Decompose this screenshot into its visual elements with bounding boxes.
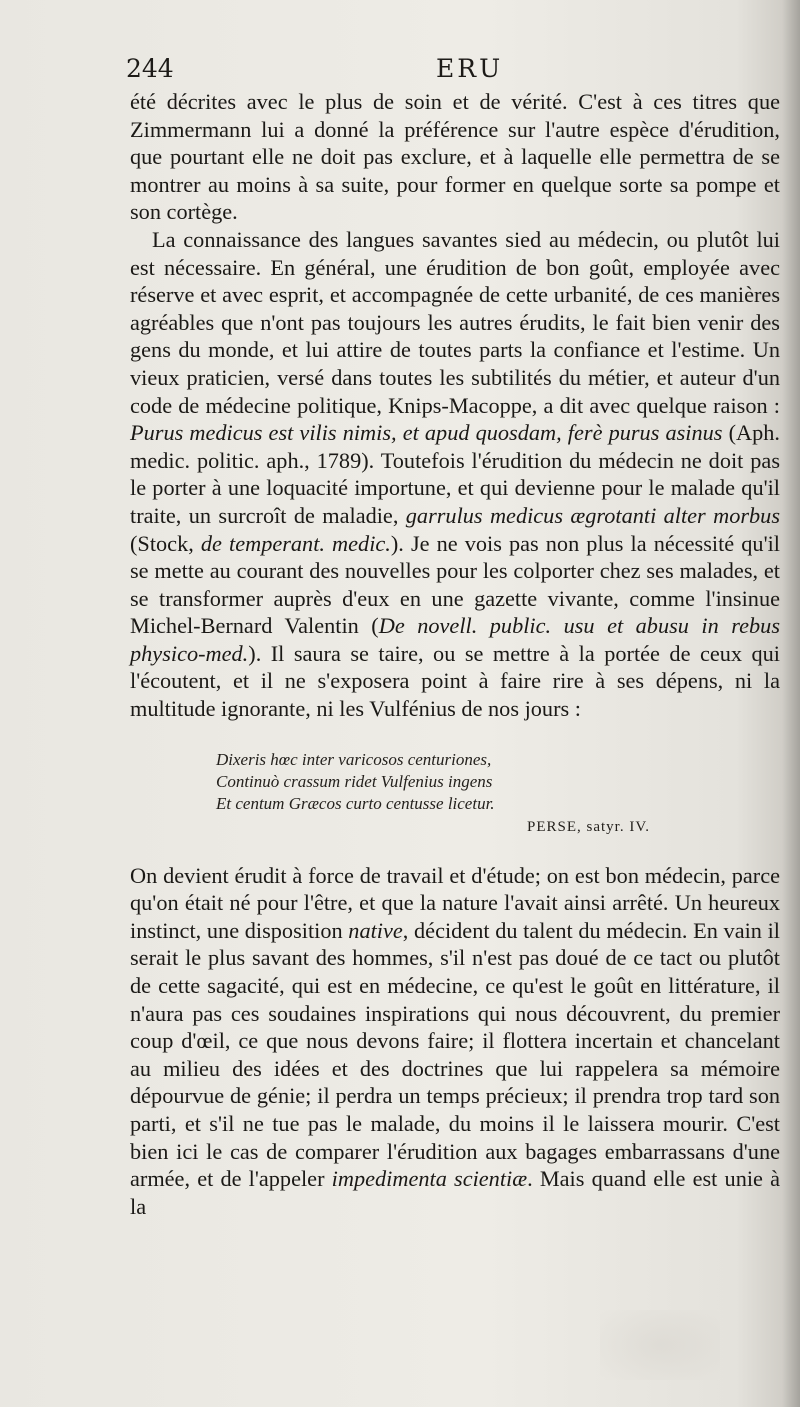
paragraph-2 <box>130 226 780 723</box>
verse-attribution: PERSE, satyr. IV. <box>527 818 650 835</box>
paragraph-3 <box>130 862 780 1221</box>
italic-impedimenta-scientiae: impedimenta scientiæ <box>331 1166 528 1192</box>
paragraph-1-text: été décrites avec le plus de soin et de vérité. C'est à ces titres que Zimmermann lui a donné la préférence sur l'autre espèce d'érudition, que pourtant elle ne doit pas exclure, et à laquelle elle permettra de se montrer au moins à sa suite, pour former en quelque sorte sa pompe et son cortège. <box>130 89 780 225</box>
verse-line-2: Continuò crassum ridet Vulfenius ingens <box>216 771 493 791</box>
paragraph-2-text-b: (Aph. medic. politic. aph., 1789). Toutefois l'érudition du médecin ne doit pas le porter à une loquacité importune, et qui devienne pour le malade qu'il traite, un surcroît de maladie, <box>130 420 780 528</box>
latin-quote-purus-medicus: Purus medicus est vilis nimis, et apud quosdam, ferè purus asinus <box>130 420 723 446</box>
italic-native: native <box>348 917 403 943</box>
paragraph-2-text-a: La connaissance des langues savantes sied au médecin, ou plutôt lui est nécessaire. En général, une érudition de bon goût, employée avec réserve et avec esprit, et accompagnée de cette urbanité, de ces manières agréables que n'ont pas toujours les autres érudits, le fait bien venir des gens du monde, et lui attire de toutes parts la confiance et l'estime. Un vieux praticien, versé dans toutes les subtilités du métier, et auteur d'un code de médecine politique, Knips-Macoppe, a dit avec quelque raison : <box>130 226 780 418</box>
page-header <box>118 50 780 90</box>
citation-de-novell: De novell. public. usu et abusu in rebus physico-med. <box>130 613 781 666</box>
paragraph-3-text-b: , décident du talent du médecin. En vain il serait le plus savant des hommes, s'il n'est pas doué de ce tact ou plutôt de cette sagacité, qui est en médecine, ce qu'est le goût en littérature, il n'aura pas ces soudaines inspirations qui nous découvrent, du premier coup d'œil, ce que nous devons faire; il flottera incertain et chancelant au milieu des idées et des doctrines que lui rappelera sa mémoire dépourvue de génie; il perdra un temps précieux; il prendra trop tard son parti, et s'il ne tue pas le malade, du moins il le laissera mourir. C'est bien ici le cas de comparer l'érudition aux bagages embarrassans d'une armée, et de l'appeler <box>130 917 780 1192</box>
paragraph-3-text-c: . Mais quand elle est unie à la <box>130 1166 780 1219</box>
running-head: ERU <box>436 54 504 83</box>
latin-quote-garrulus-medicus: garrulus medicus ægrotanti alter morbus <box>405 502 780 528</box>
page-edge-shadow <box>782 0 800 1407</box>
paragraph-3-text-a: On devient érudit à force de travail et d'étude; on est bon médecin, parce qu'on était né pour l'être, et que la nature l'avait ainsi arrêté. Un heureux instinct, une disposition <box>130 862 780 943</box>
verse-quotation <box>216 749 780 838</box>
paragraph-2-text-d: ). Je ne vois pas non plus la nécessité qu'il se mette au courant des nouvelles pour les colporter chez ses malades, et se transformer auprès d'eux en une gazette vivante, comme l'insinue Michel-Bernard Valentin ( <box>130 530 780 639</box>
verse-line-1: Dixeris hœc inter varicosos centuriones, <box>216 749 492 769</box>
body-text <box>130 88 780 1220</box>
paragraph-2-text-c: (Stock, <box>130 530 201 556</box>
paragraph-1 <box>130 88 780 226</box>
paper-stain <box>600 1310 720 1380</box>
page-number: 244 <box>126 54 174 83</box>
citation-de-temperant: de temperant. medic. <box>200 530 391 556</box>
paragraph-2-text-e: ). Il saura se taire, ou se mettre à la portée de ceux qui l'écoutent, et il ne s'exposera point à faire rire à ses dépens, ni la multitude ignorante, ni les Vulfénius de nos jours : <box>130 640 780 722</box>
verse-line-3: Et centum Græcos curto centusse licetur. <box>216 793 495 813</box>
